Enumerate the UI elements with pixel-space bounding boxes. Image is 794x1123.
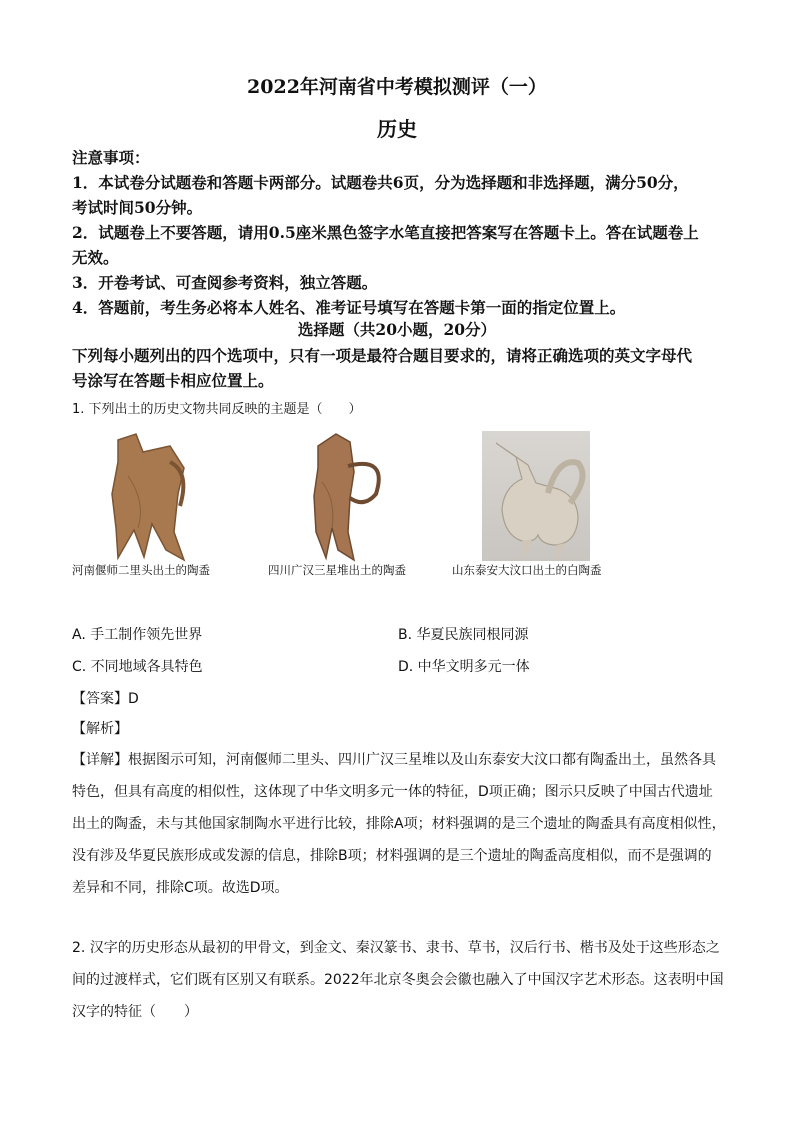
pottery-he-icon [88,432,208,567]
artifact-2-caption: 四川广汉三星堆出土的陶盉 [268,563,406,577]
notice-line: 无效。 [72,248,119,267]
artifact-3 [482,431,590,561]
option-c: C. 不同地域各具特色 [72,659,203,675]
notice-line: 1．本试卷分试题卷和答题卡两部分。试题卷共6页，分为选择题和非选择题，满分50分， [72,173,689,192]
detail-line: 差异和不同，排除C项。故选D项。 [72,880,289,896]
subject-title: 历史 [377,117,417,141]
artifact-1 [88,432,208,571]
notice-line: 考试时间50分钟。 [72,198,203,217]
artifact-1-caption: 河南偃师二里头出土的陶盉 [72,563,210,577]
white-pottery-he-icon [482,431,590,561]
option-a: A. 手工制作领先世界 [72,627,203,643]
notice-line: 2．试题卷上不要答题，请用0.5座米黑色签字水笔直接把答案写在答题卡上。答在试题卷上 [72,223,699,242]
analysis-label: 【解析】 [72,721,128,737]
artifact-2 [292,432,412,571]
notice-line: 3．开卷考试、可查阅参考资料，独立答题。 [72,273,378,292]
section-title: 选择题（共20小题，20分） [297,320,497,339]
q2-line: 2. 汉字的历史形态从最初的甲骨文，到金文、秦汉篆书、隶书、草书，汉后行书、楷书及处于这些形态之 [72,940,720,956]
notice-heading: 注意事项： [72,148,150,167]
instruction-line: 号涂写在答题卡相应位置上。 [72,371,274,390]
section-instruction [72,343,732,393]
notice-line: 4．答题前，考生务必将本人姓名、准考证号填写在答题卡第一面的指定位置上。 [72,298,626,317]
option-b: B. 华夏民族同根同源 [398,627,529,643]
q2-stem [72,932,732,1028]
option-d: D. 中华文明多元一体 [398,659,530,675]
instruction-line: 下列每小题列出的四个选项中，只有一项是最符合题目要求的，请将正确选项的英文字母代 [72,346,693,365]
q2-line: 间的过渡样式，它们既有区别又有联系。2022年北京冬奥会会徽也融入了中国汉字艺术形态。这表明中国 [72,972,724,988]
q1-stem: 1. 下列出土的历史文物共同反映的主题是（ ） [72,402,362,417]
detail-line: 没有涉及华夏民族形成或发源的信息，排除B项；材料强调的是三个遗址的陶盉高度相似，而不是强调的 [72,848,712,864]
q2-line: 汉字的特征（ ） [72,1004,198,1020]
pottery-he-icon [292,432,412,567]
detail-line: 特色，但具有高度的相似性，这体现了中华文明多元一体的特征，D项正确；图示只反映了中国古代遗址 [72,784,713,800]
notice-block [72,145,732,320]
artifact-3-caption: 山东泰安大汶口出土的白陶盉 [452,563,602,577]
analysis-detail [72,744,732,904]
detail-line: 【详解】根据图示可知，河南偃师二里头、四川广汉三星堆以及山东泰安大汶口都有陶盉出土，虽然各具 [72,752,716,768]
detail-line: 出土的陶盉，未与其他国家制陶水平进行比较，排除A项；材料强调的是三个遗址的陶盉具有高度相似性， [72,816,726,832]
answer: 【答案】D [72,691,139,707]
page-title: 2022年河南省中考模拟测评（一） [247,76,547,98]
